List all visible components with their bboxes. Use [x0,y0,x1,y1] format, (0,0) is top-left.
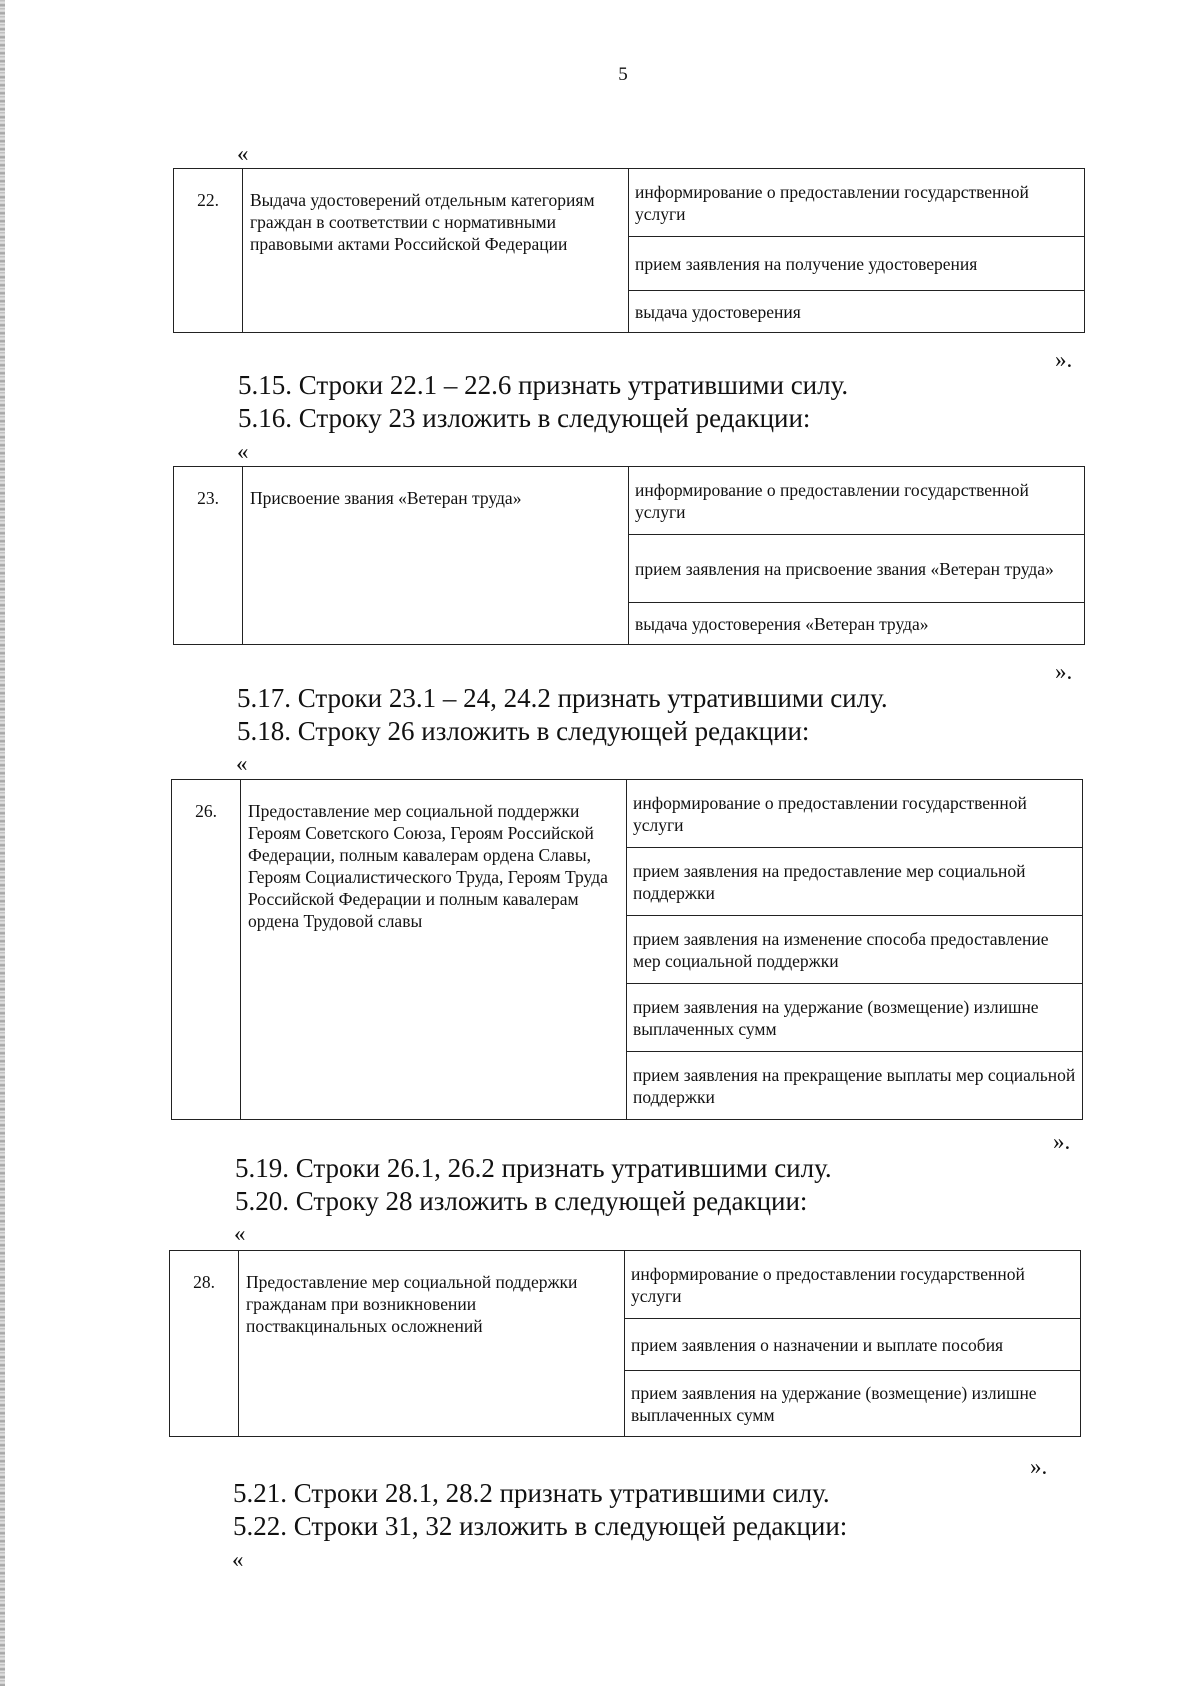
paragraph-5-22: 5.22. Строки 31, 32 изложить в следующей редакции: [233,1511,848,1541]
service-stage: выдача удостоверения [629,291,1085,333]
opening-quote: « [237,141,249,166]
service-stage: прием заявления на получение удостоверения [629,237,1085,291]
service-stage: информирование о предоставлении государственной услуги [627,780,1083,848]
closing-quote: ». [1055,347,1073,372]
scan-edge [0,0,5,1686]
opening-quote: « [232,1547,244,1572]
service-stage: прием заявления на предоставление мер социальной поддержки [627,848,1083,916]
paragraph-5-17: 5.17. Строки 23.1 – 24, 24.2 признать утратившими силу. [237,683,888,713]
service-stage: информирование о предоставлении государственной услуги [629,169,1085,237]
amendment-table-row-23 [173,466,1085,645]
amendment-table-row-22 [173,168,1085,333]
paragraph-5-20: 5.20. Строку 28 изложить в следующей редакции: [235,1186,808,1216]
service-name: Предоставление мер социальной поддержки Героям Советского Союза, Героям Российской Федерации, полным кавалерам ордена Славы, Героям Социалистического Труда, Героям Труда Российской Федерации и полным кавалерам ордена Трудовой славы [241,780,627,1120]
opening-quote: « [237,439,249,464]
amendment-table-row-28 [169,1250,1081,1437]
amendment-table-row-26 [171,779,1083,1120]
service-stage: прием заявления на прекращение выплаты мер социальной поддержки [627,1052,1083,1120]
row-number: 23. [174,467,243,645]
closing-quote: ». [1055,659,1073,684]
paragraph-5-19: 5.19. Строки 26.1, 26.2 признать утратившими силу. [235,1153,832,1183]
opening-quote: « [234,1221,246,1246]
service-stage: прием заявления на удержание (возмещение) излишне выплаченных сумм [625,1371,1081,1437]
service-name: Предоставление мер социальной поддержки гражданам при возникновении поствакцинальных осложнений [239,1251,625,1437]
page-number: 5 [618,64,628,85]
row-number: 22. [174,169,243,333]
paragraph-5-21: 5.21. Строки 28.1, 28.2 признать утратившими силу. [233,1478,830,1508]
row-number: 26. [172,780,241,1120]
service-stage: прием заявления на удержание (возмещение) излишне выплаченных сумм [627,984,1083,1052]
row-number: 28. [170,1251,239,1437]
paragraph-5-15: 5.15. Строки 22.1 – 22.6 признать утратившими силу. [238,370,849,400]
service-stage: выдача удостоверения «Ветеран труда» [629,603,1085,645]
service-stage: прием заявления на присвоение звания «Ветеран труда» [629,535,1085,603]
service-name: Присвоение звания «Ветеран труда» [243,467,629,645]
service-stage: прием заявления о назначении и выплате пособия [625,1319,1081,1371]
service-stage: информирование о предоставлении государственной услуги [625,1251,1081,1319]
closing-quote: ». [1030,1454,1048,1479]
service-stage: прием заявления на изменение способа предоставление мер социальной поддержки [627,916,1083,984]
service-stage: информирование о предоставлении государственной услуги [629,467,1085,535]
paragraph-5-16: 5.16. Строку 23 изложить в следующей редакции: [238,403,811,433]
closing-quote: ». [1053,1129,1071,1154]
opening-quote: « [236,751,248,776]
service-name: Выдача удостоверений отдельным категориям граждан в соответствии с нормативными правовыми актами Российской Федерации [243,169,629,333]
paragraph-5-18: 5.18. Строку 26 изложить в следующей редакции: [237,716,810,746]
